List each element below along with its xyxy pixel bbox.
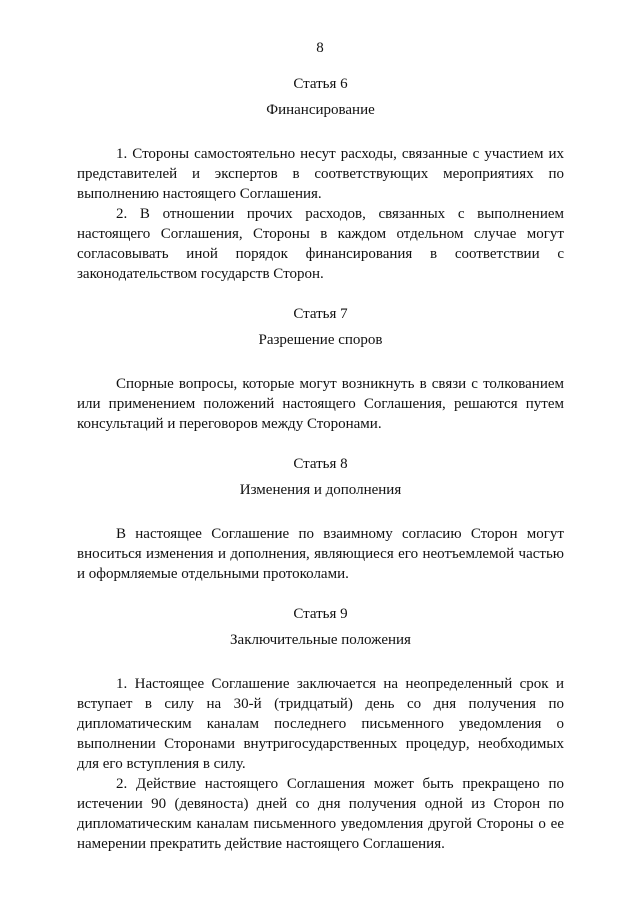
article-title: Разрешение споров [258,332,383,348]
paragraph: В настоящее Соглашение по взаимному согласию Сторон могут вноситься изменения и дополнения, являющиеся его неотъемлемой частью и оформляемые отдельными протоколами. [77,526,564,582]
article-spacer [77,584,564,604]
paragraph: 2. Действие настоящего Соглашения может быть прекращено по истечении 90 (девяноста) дней со дня получения одной из Сторон по дипломатическим каналам письменного уведомления другой Стороны о ее намерении прекратить действие настоящего Соглашения. [77,776,564,852]
paragraph: Спорные вопросы, которые могут возникнуть в связи с толкованием или применением положений настоящего Соглашения, решаются путем консультаций и переговоров между Сторонами. [77,376,564,432]
article-heading: Статья 9 [293,606,348,622]
paragraph: 1. Стороны самостоятельно несут расходы, связанные с участием их представителей и экспертов в соответствующих мероприятиях по выполнению настоящего Соглашения. [77,146,564,202]
article-7 [77,304,564,434]
article-title: Заключительные положения [230,632,411,648]
article-spacer [77,434,564,454]
article-9 [77,604,564,854]
article-spacer [77,284,564,304]
document-body [77,74,564,854]
article-heading: Статья 8 [293,456,348,472]
paragraph: 1. Настоящее Соглашение заключается на неопределенный срок и вступает в силу на 30-й (тридцатый) день со дня получения по дипломатическим каналам последнего письменного уведомления о выполнении Сторонами внутригосударственных процедур, необходимых для его вступления в силу. [77,676,564,772]
article-6 [77,74,564,284]
paragraph: 2. В отношении прочих расходов, связанных с выполнением настоящего Соглашения, Стороны в каждом отдельном случае могут согласовывать иной порядок финансирования в соответствии с законодательством государств Сторон. [77,206,564,282]
article-title: Изменения и дополнения [239,482,402,498]
page-number: 8 [316,40,324,56]
article-8 [77,454,564,584]
article-heading: Статья 6 [293,76,348,92]
article-heading: Статья 7 [293,306,348,322]
article-title: Финансирование [266,102,375,118]
